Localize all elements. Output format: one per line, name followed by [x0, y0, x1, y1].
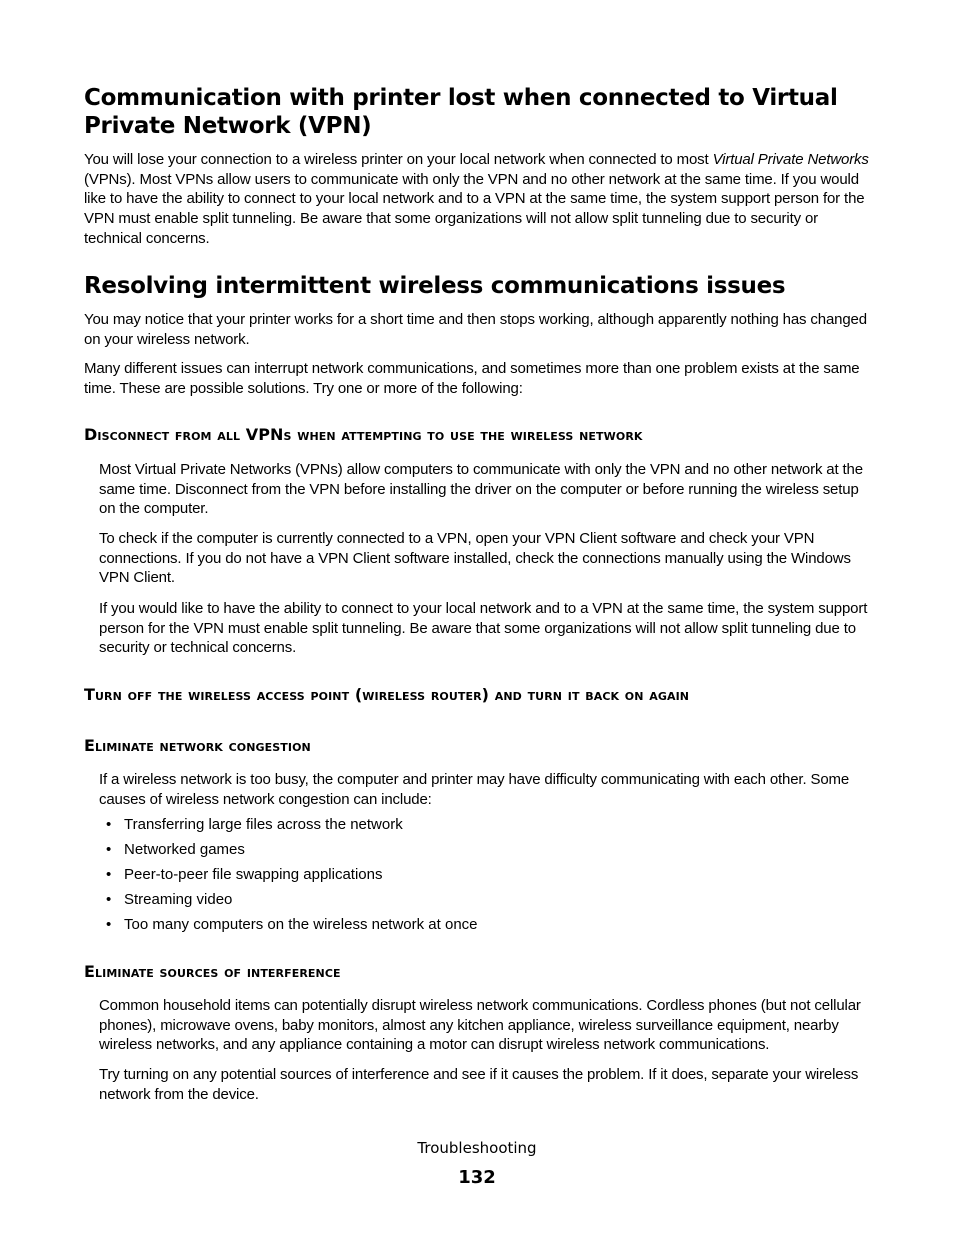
footer-chapter-label: Troubleshooting [417, 1139, 537, 1157]
list-item-text: Too many computers on the wireless network at once [124, 916, 478, 933]
list-item-text: Networked games [124, 841, 245, 858]
intermittent-paragraph-1: You may notice that your printer works for a short time and then stops working, although apparently nothing has changed on your wireless network. [84, 311, 867, 348]
list-item-text: Transferring large files across the network [124, 816, 403, 833]
bullet-icon: • [106, 816, 112, 833]
intermittent-paragraph-2: Many different issues can interrupt network communications, and sometimes more than one problem exists at the same time. These are possible solutions. Try one or more of the following: [84, 360, 860, 397]
congestion-causes-list [84, 815, 874, 940]
section-heading-intermittent: Resolving intermittent wireless communications issues [84, 273, 786, 299]
bullet-icon: • [106, 916, 112, 933]
bullet-icon: • [106, 891, 112, 908]
subheading-disconnect-vpn: Disconnect from all VPNs when attempting to use the wireless network [84, 425, 643, 444]
subheading-turn-off-router: Turn off the wireless access point (wireless router) and turn it back on again [84, 685, 690, 704]
vpn-paragraph-text-1: You will lose your connection to a wireless printer on your local network when connected to most [84, 151, 713, 168]
bullet-icon: • [106, 841, 112, 858]
bullet-icon: • [106, 866, 112, 883]
interference-paragraph-1: Common household items can potentially disrupt wireless network communications. Cordless phones (but not cellular phones), microwave ovens, baby monitors, almost any kitchen appliance, wireless surveillance equipment, nearby wireless networks, and any appliance containing a motor can disrupt wireless network communications. [99, 997, 861, 1054]
interference-paragraph-2: Try turning on any potential sources of interference and see if it causes the problem. If it does, separate your wireless network from the device. [99, 1066, 859, 1103]
congestion-paragraph: If a wireless network is too busy, the computer and printer may have difficulty communicating with each other. Some causes of wireless network congestion can include: [99, 771, 850, 808]
disconnect-paragraph-1: Most Virtual Private Networks (VPNs) allow computers to communicate with only the VPN and no other network at the same time. Disconnect from the VPN before installing the driver on the computer or before running the wireless setup on the computer. [99, 461, 863, 518]
list-item [84, 865, 874, 890]
list-item-text: Streaming video [124, 891, 233, 908]
disconnect-paragraph-2: To check if the computer is currently connected to a VPN, open your VPN Client software and check your VPN connections. If you do not have a VPN Client software installed, check the connections manually using the Windows VPN Client. [99, 530, 851, 587]
list-item [84, 815, 874, 840]
list-item [84, 890, 874, 915]
subheading-interference: Eliminate sources of interference [84, 962, 341, 981]
vpn-paragraph [84, 150, 874, 249]
vpn-paragraph-text-2: (VPNs). Most VPNs allow users to communicate with only the VPN and no other network at the same time. If you would like to have the ability to connect to your local network and to a VPN at the same time, the system support person for the VPN must enable split tunneling. Be aware that some organizations will not allow split tunneling due to security or technical concerns. [84, 170, 865, 247]
disconnect-paragraph-3: If you would like to have the ability to connect to your local network and to a VPN at the same time, the system support person for the VPN must enable split tunneling. Be aware that some organizations will not allow split tunneling due to security or technical concerns. [99, 600, 868, 657]
list-item [84, 915, 874, 940]
section-heading-vpn: Communication with printer lost when connected to Virtual Private Network (VPN) [84, 85, 838, 139]
subheading-network-congestion: Eliminate network congestion [84, 736, 311, 755]
vpn-paragraph-emphasis: Virtual Private Networks [712, 151, 869, 168]
list-item [84, 840, 874, 865]
page-number: 132 [458, 1167, 496, 1188]
list-item-text: Peer-to-peer file swapping applications [124, 866, 383, 883]
